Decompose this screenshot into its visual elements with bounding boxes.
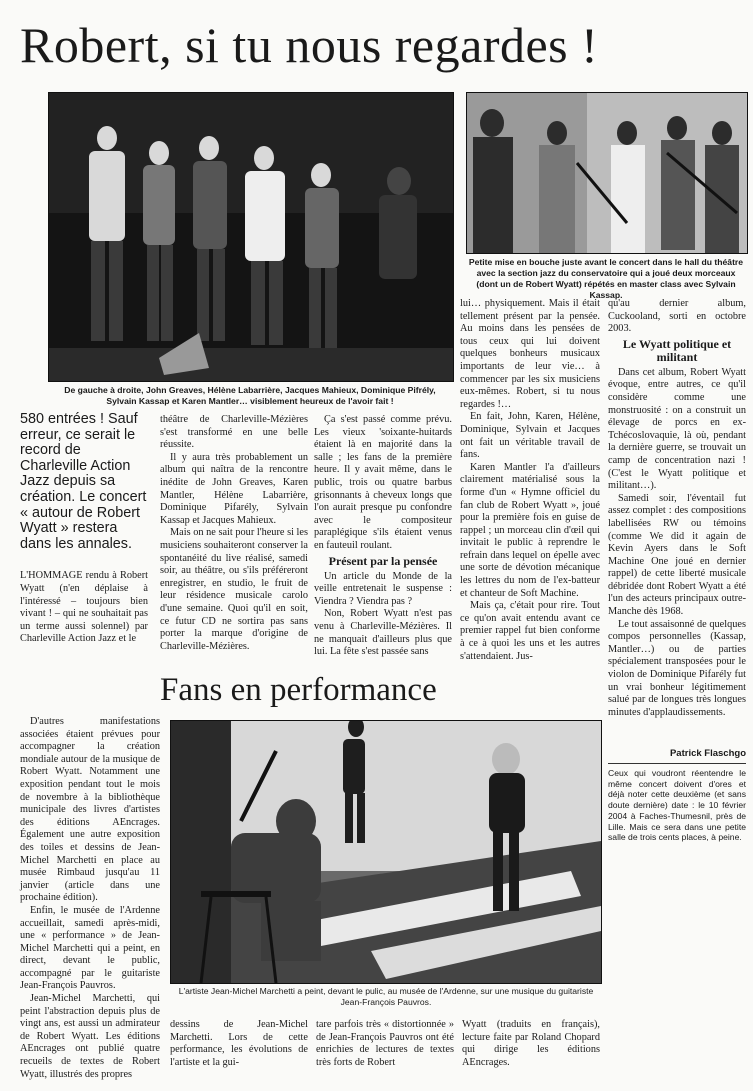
- article-column-5: [608, 298, 746, 719]
- article-column-2: [160, 414, 308, 653]
- divider-line: [608, 763, 746, 764]
- column-3-paragraph-3: Non, Robert Wyatt n'est pas venu à Charleville-Mézières. Il ne manquait d'ailleurs plus que lui. La fête s'est passée sans: [314, 608, 452, 658]
- handwritten-date-note: [0, 0, 1, 120]
- column-4-paragraph-4: Mais ça, c'était pour rire. Tout ce qu'on avait entendu avant ce premier rappel fut bien conforme à ce à quoi les uns et les autres s'attendaient. Jus-: [460, 600, 600, 662]
- article-column-1: [20, 412, 148, 646]
- section-2-column-2: dessins de Jean-Michel Marchetti. Lors de cette performance, les évolutions de l'artiste et la gui-: [170, 1019, 308, 1068]
- column-3-paragraph-1: Ça s'est passé comme prévu. Les vieux 'soixante-huitards étaient là en majorité dans la salle ; les fans de la première heure. Il y avait même, dans le public, trois ou quatre barbus grisonnants à cheveux longs que l'on aurait presque pu confondre avec le compositeur paraplégique s'ils étaient venus en fauteuil roulant.: [314, 414, 452, 551]
- headline: Robert, si tu nous regardes !: [20, 17, 599, 73]
- sidebar-note: Ceux qui voudront réentendre le même concert doivent d'ores et déjà noter cette deuxième (et sans doute dernière) date : le 10 février 2004 à Faches-Thumesnil, près de Lille. Mais ce sera dans une petite salle de trois cents places, à peine.: [608, 768, 746, 843]
- performance-photo: [170, 720, 602, 984]
- section-2-paragraph-1: D'autres manifestations associées étaient prévues pour accompagner la création mondiale autour de la musique de Robert Wyatt. Notamment une exposition pendant tout le mois de novembre à la bibliothèque municipale des livres d'artistes des éditions AEncrages. Également une autre exposition des toiles et dessins de Jean-Michel Marchetti en place au musée Rimbaud jusqu'au 11 janvier (article dans une prochaine édition).: [20, 716, 160, 904]
- column-1-paragraph: L'HOMMAGE rendu à Robert Wyatt (n'en déplaise à l'intéressé – toujours bien vivant ! – qui ne souhaitait pas un terme aussi solennel) par Charleville Action Jazz et le: [20, 570, 148, 645]
- column-4-paragraph-3: Karen Mantler l'a d'ailleurs clairement matérialisé sous la forme d'un « Hymne officiel du fan club de Robert Wyatt », joué pour la première fois en guise de rappel ; un morceau clin d'œil qui invitait le public à reprendre le refrain dans lequel on épelle avec une sorte de dévotion mécanique les lettres du nom de l'ex-batteur et chanteur de Soft Machine.: [460, 461, 600, 599]
- column-2-paragraph-1: théâtre de Charleville-Mézières s'est transformé en une belle réussite.: [160, 414, 308, 451]
- column-2-paragraph-2: Il y aura très probablement un album qui naîtra de la rencontre inédite de John Greaves, Karen Mantler, Hélène Labarrière, Dominique Pifarély, Sylvain Kassap et Jacques Mahieux.: [160, 451, 308, 526]
- subheading-wyatt-politique: Le Wyatt politique et militant: [622, 336, 732, 364]
- performance-photo-caption: L'artiste Jean-Michel Marchetti a peint, devant le pulic, au musée de l'Ardenne, sur une musique du guitariste Jean-François Pauvros.: [178, 986, 594, 1007]
- column-5-paragraph-1: qu'au dernier album, Cuckooland, sorti en octobre 2003.: [608, 298, 746, 335]
- article-column-4: [460, 298, 600, 663]
- concert-photo-caption: De gauche à droite, John Greaves, Hélène Labarrière, Jacques Mahieux, Dominique Pifrély, Sylvain Kassap et Karen Mantler… visiblement heureux de l'avoir fait !: [64, 385, 436, 406]
- lead-paragraph: 580 entrées ! Sauf erreur, ce serait le record de Charleville Action Jazz depuis sa création. Le concert « autour de Robert Wyatt » restera dans les annales.: [20, 411, 147, 552]
- column-2-paragraph-3: Mais on ne sait pour l'heure si les musiciens souhaiteront conserver la spontanéité du live réalisé, samedi soir, au théâtre, ou s'ils préféreront enregistrer, en studio, le fruit de leur résidence musicale carolo d'une semaine. Quoi qu'il en soit, ce futur CD ne sortira pas sans porter la marque d'origine de Charleville-Mézières.: [160, 527, 308, 652]
- section-2-column-4: Wyatt (traduits en français), lecture faite par Roland Chopard qui dirige les éditions AEncrages.: [462, 1019, 600, 1068]
- column-4-paragraph-1: lui… physiquement. Mais il était tellement présent par la pensée. Au moins dans les pensées de tous ceux qui lui doivent quelques bonheurs musicaux importants de leur vie… à commencer par les six musiciens eux-mêmes. Robert, si tu nous regardes !…: [460, 298, 600, 410]
- article-column-3: [314, 414, 452, 659]
- column-5-paragraph-3: Samedi soir, l'éventail fut assez complet : des compositions labellisées RW ou témoins (comme We did it again de Kevin Ayers dans le Soft Machine One joué en dernier rappel) de cette liberté musicale débridée dont Robert Wyatt a été l'un des acteurs principaux outre-Manche dès 1968.: [608, 492, 746, 618]
- section-2-column-1: [20, 716, 160, 1081]
- section-2-column-3: tare parfois très « distortionnée » de Jean-François Pauvros ont été enrichies de lectures de textes très forts de Robert: [316, 1019, 454, 1068]
- author-signature: Patrick Flaschgo: [669, 748, 746, 759]
- rehearsal-photo: [466, 92, 748, 254]
- section-2-paragraph-3: Jean-Michel Marchetti, qui peint l'abstraction depuis plus de vingt ans, est aussi un admirateur de Robert Wyatt. Les éditions AEncrages ont publié quatre recueils de textes de Robert Wyatt, illustrés des propres: [20, 993, 160, 1080]
- column-5-paragraph-2: Dans cet album, Robert Wyatt évoque, entre autres, ce qu'il considère comme une monstruosité : on a construit un élevage de porcs en ex-Tchécoslovaquie, là où, pendant la dernière guerre, se trouvait un camp de concentration nazi ! (C'est le Wyatt politique et militant…).: [608, 366, 746, 492]
- column-3-paragraph-2: Un article du Monde de la veille entretenait le suspense : Viendra ? Viendra pas ?: [314, 570, 452, 607]
- subheading-present: Présent par la pensée: [328, 553, 438, 568]
- column-4-paragraph-2: En fait, John, Karen, Hélène, Dominique, Sylvain et Jacques ont fait un véritable travail de fans.: [460, 411, 600, 461]
- section-title-fans-en-performance: Fans en performance: [160, 672, 437, 708]
- concert-photo: [48, 92, 454, 382]
- rehearsal-photo-caption: Petite mise en bouche juste avant le concert dans le hall du théâtre avec la section jazz du conservatoire qui a joué deux morceaux (dont un de Robert Wyatt) répétés en master class avec Sylvain Kassap.: [468, 257, 744, 300]
- section-2-paragraph-2: Enfin, le musée de l'Ardenne accueillait, samedi après-midi, une « performance » de Jean-Michel Marchetti qui a peint, en direct, devant le public, accompagné par le guitariste Jean-François Pauvros.: [20, 904, 160, 992]
- column-5-paragraph-4: Le tout assaisonné de quelques compos personnelles (Kassap, Mantler…) ou de parties spécialement transposées pour le violon de Dominique Pifarély fut un vrai bonheur légitimement salué par de longues très longues minutes d'applaudissements.: [608, 618, 746, 718]
